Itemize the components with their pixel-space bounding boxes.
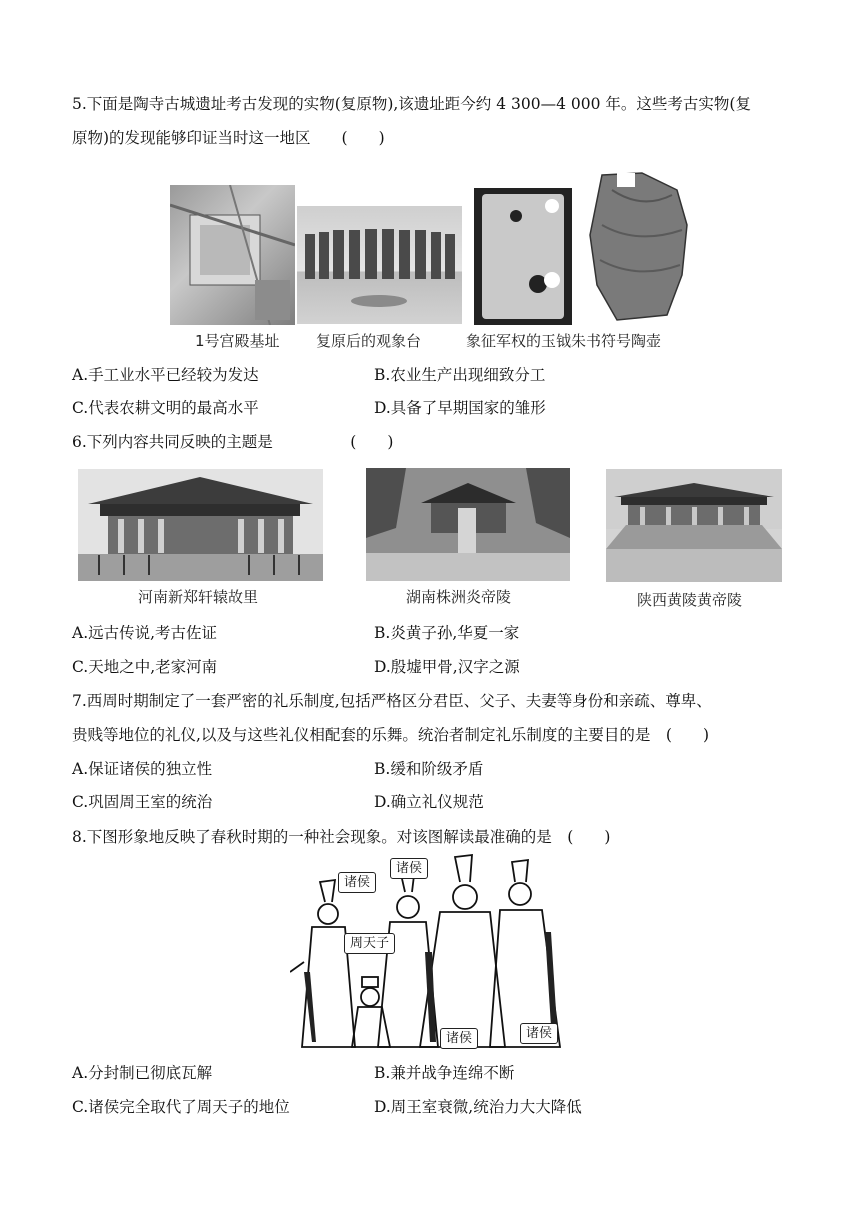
- q7-stem-line2: 贵贱等地位的礼仪,以及与这些礼仪相配套的乐舞。统治者制定礼乐制度的主要目的是 ( ): [72, 726, 710, 744]
- q7-option-a[interactable]: A.保证诸侯的独立性: [72, 760, 213, 778]
- q5-caption-3: 象征军权的玉钺朱书符号陶壶: [466, 332, 662, 350]
- q6-option-a[interactable]: A.远古传说,考古佐证: [72, 624, 218, 642]
- huangdi-mausoleum-photo: [606, 469, 782, 582]
- q8-option-b[interactable]: B.兼并战争连绵不断: [374, 1064, 515, 1082]
- q6-option-d[interactable]: D.殷墟甲骨,汉字之源: [374, 658, 520, 676]
- xuanyuan-hometown-photo: [78, 469, 323, 581]
- q6-caption-2: 湖南株洲炎帝陵: [406, 588, 512, 606]
- cartoon-figures-drawing: [290, 852, 570, 1052]
- q5-caption-1: 1号宫殿基址: [195, 332, 280, 350]
- yandi-mausoleum-photo: [366, 468, 570, 581]
- q6-stem: 6.下列内容共同反映的主题是 ( ): [72, 433, 394, 451]
- q7-option-d[interactable]: D.确立礼仪规范: [374, 793, 484, 811]
- bubble-zhoutianzi: 周天子: [344, 933, 395, 954]
- q5-option-b[interactable]: B.农业生产出现细致分工: [374, 366, 546, 384]
- q5-stem-line1: 5.下面是陶寺古城遗址考古发现的实物(复原物),该遗址距今约 4 300—4 000 年。这些考古实物(复: [72, 95, 751, 113]
- q6-option-b[interactable]: B.炎黄子孙,华夏一家: [374, 624, 520, 642]
- q5-stem-line2: 原物)的发现能够印证当时这一地区 ( ): [72, 129, 385, 147]
- spring-autumn-cartoon: [290, 852, 570, 1052]
- q8-option-d[interactable]: D.周王室衰微,统治力大大降低: [374, 1098, 582, 1116]
- bubble-zhuhou-2: 诸侯: [390, 858, 428, 879]
- q5-option-a[interactable]: A.手工业水平已经较为发达: [72, 366, 259, 384]
- q8-stem: 8.下图形象地反映了春秋时期的一种社会现象。对该图解读最准确的是 ( ): [72, 828, 611, 846]
- bubble-zhuhou-4: 诸侯: [520, 1023, 558, 1044]
- pottery-jar-photo: [582, 165, 692, 327]
- q5-option-d[interactable]: D.具备了早期国家的雏形: [374, 399, 546, 417]
- q6-caption-1: 河南新郑轩辕故里: [138, 588, 259, 606]
- q6-option-c[interactable]: C.天地之中,老家河南: [72, 658, 218, 676]
- q8-option-c[interactable]: C.诸侯完全取代了周天子的地位: [72, 1098, 290, 1116]
- q7-option-b[interactable]: B.缓和阶级矛盾: [374, 760, 484, 778]
- bubble-zhuhou-3: 诸侯: [440, 1028, 478, 1049]
- observatory-photo: [297, 206, 462, 324]
- palace-foundation-photo: [170, 185, 295, 325]
- bubble-zhuhou-1: 诸侯: [338, 872, 376, 893]
- q5-caption-2: 复原后的观象台: [316, 332, 422, 350]
- q7-option-c[interactable]: C.巩固周王室的统治: [72, 793, 213, 811]
- q5-option-c[interactable]: C.代表农耕文明的最高水平: [72, 399, 259, 417]
- q7-stem-line1: 7.西周时期制定了一套严密的礼乐制度,包括严格区分君臣、父子、夫妻等身份和亲疏、尊卑、: [72, 692, 712, 710]
- jade-axe-photo: [474, 188, 572, 325]
- q6-caption-3: 陕西黄陵黄帝陵: [637, 591, 743, 609]
- q8-option-a[interactable]: A.分封制已彻底瓦解: [72, 1064, 213, 1082]
